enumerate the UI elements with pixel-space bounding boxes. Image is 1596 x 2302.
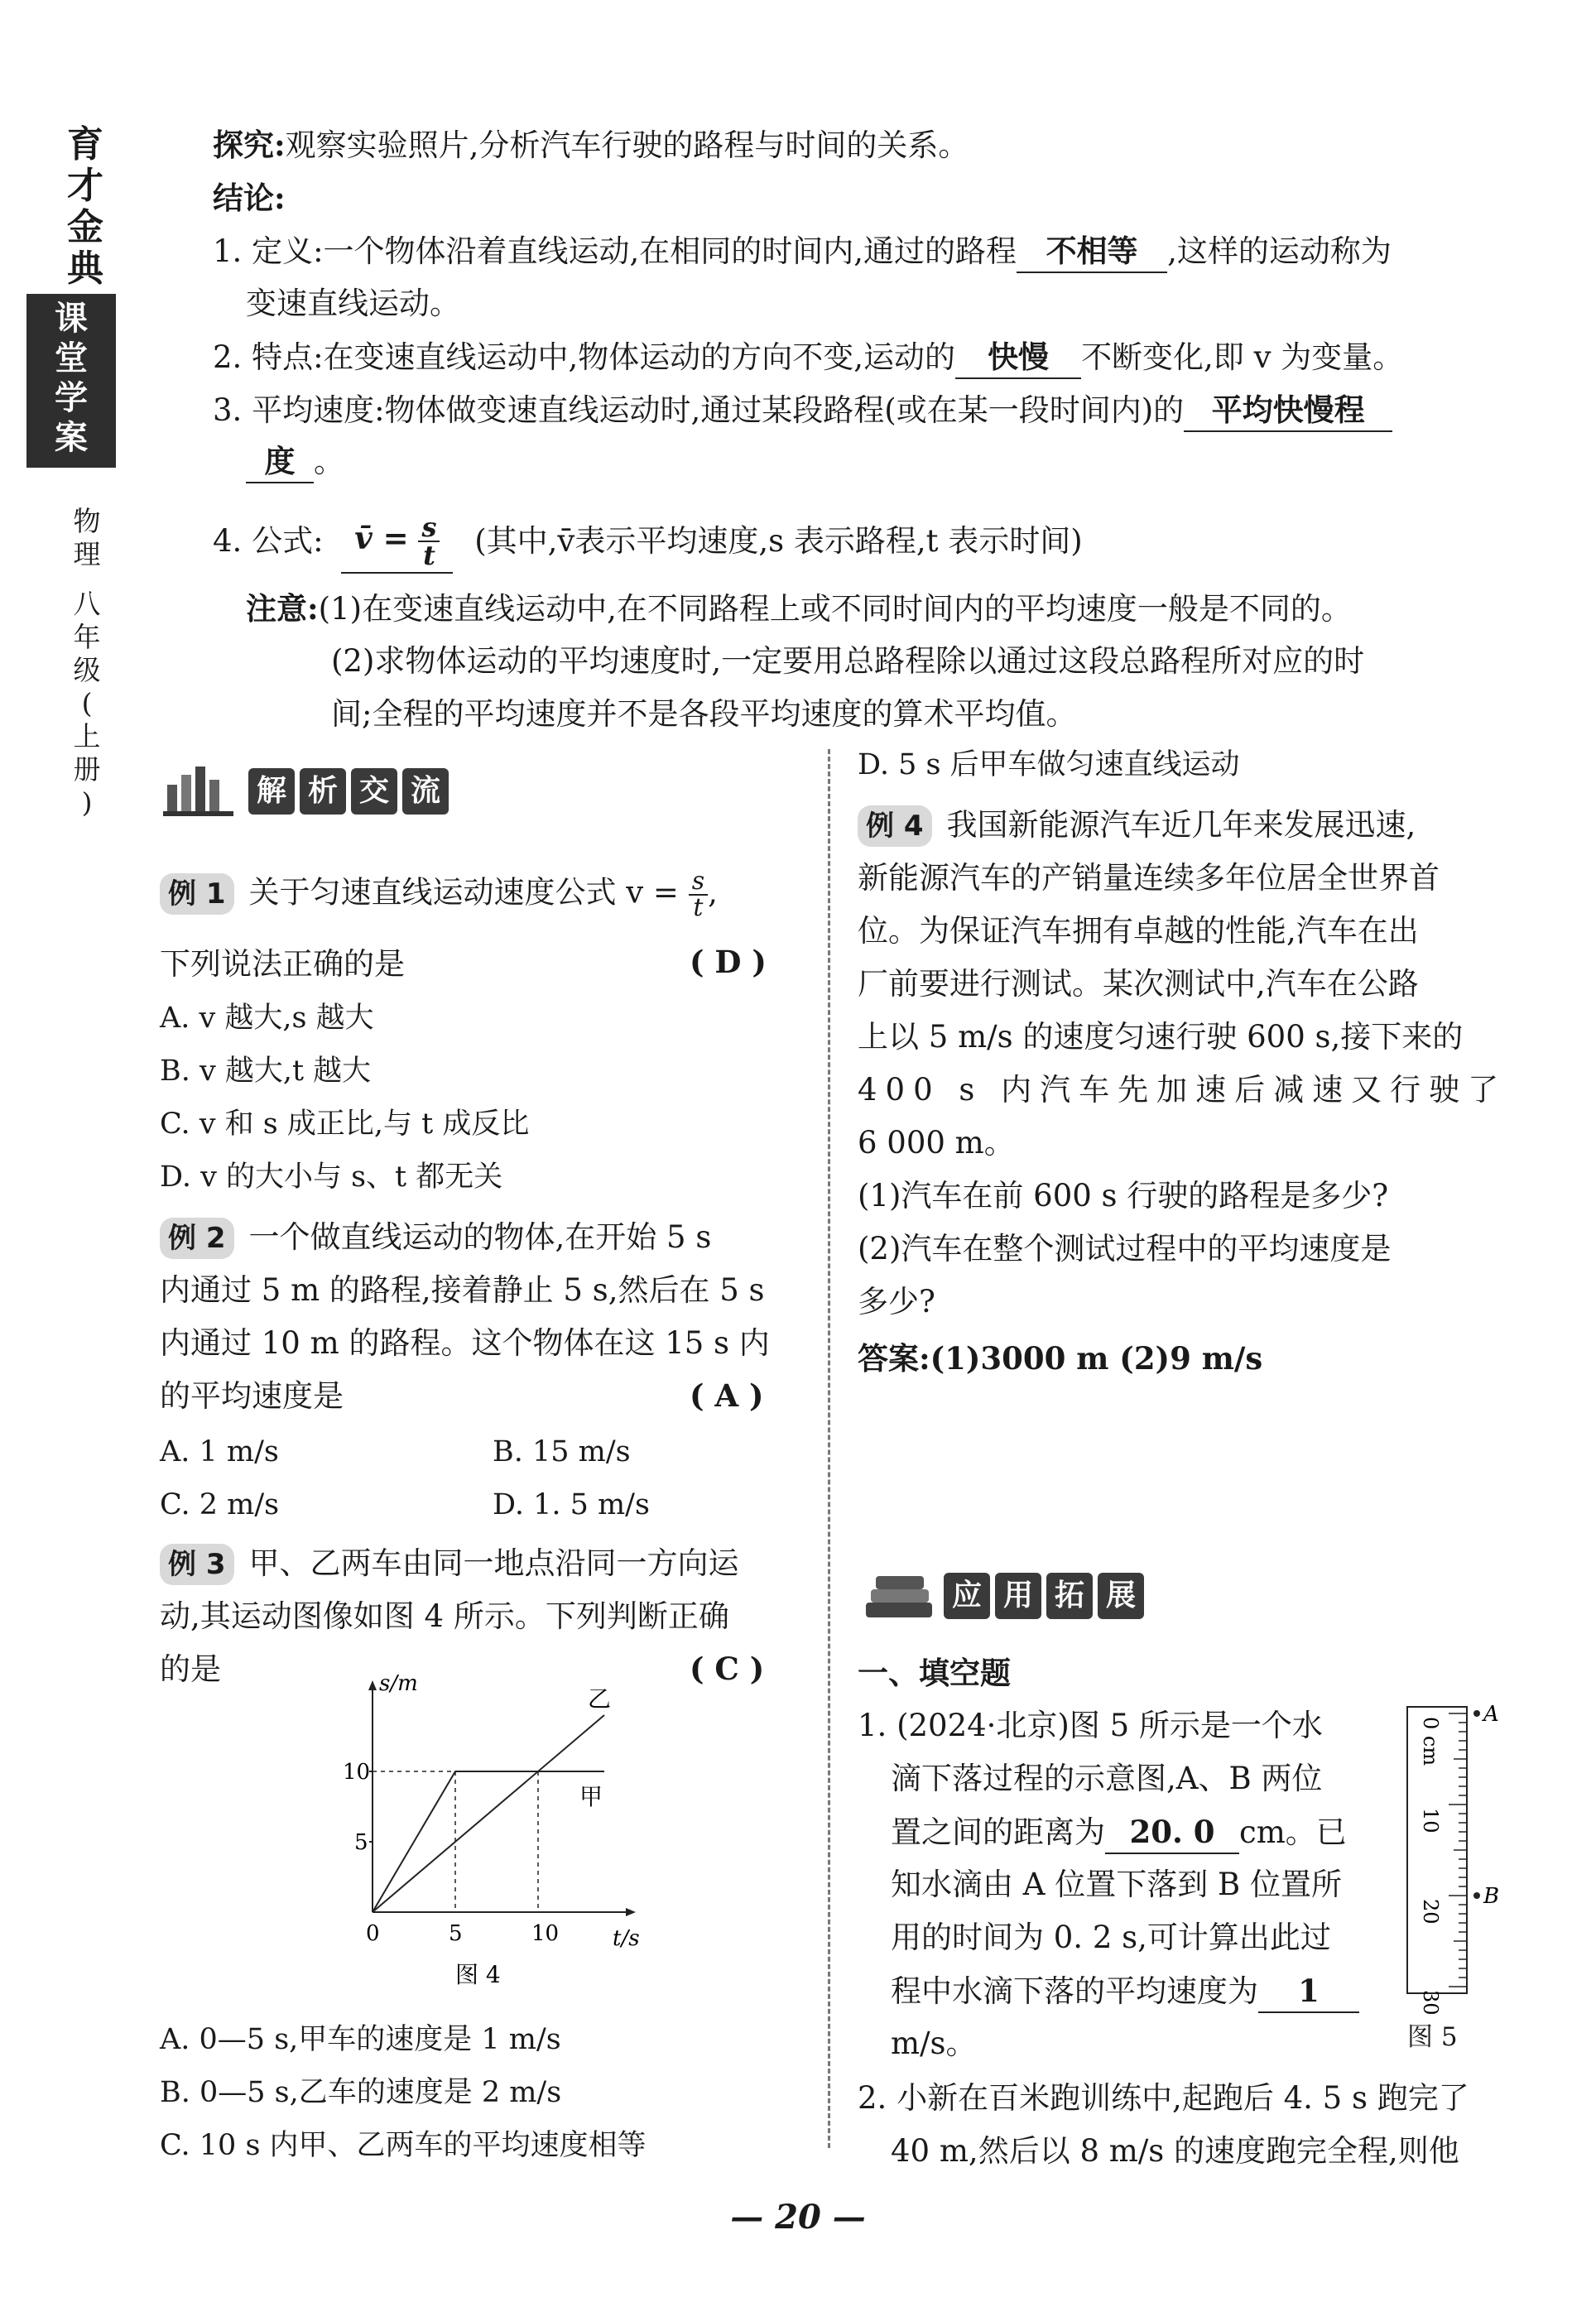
fill-blank: 1 (1258, 1970, 1359, 2013)
y-tick-label: 5 (354, 1830, 368, 1855)
example4-stem: 位。为保证汽车拥有卓越的性能,汽车在出 (858, 913, 1419, 949)
books-icon (861, 1566, 937, 1624)
section1-char: 析 (300, 768, 346, 815)
fill-blank: 不相等 (1017, 230, 1167, 273)
ruler-label: 0 cm (1419, 1717, 1442, 1766)
x-tick-label: 0 (366, 1921, 380, 1946)
section2-char: 用 (995, 1573, 1041, 1619)
example1-stem: 例 1 关于匀速直线运动速度公式 v = $\frac{s}{t}$ , (160, 869, 718, 920)
series-line-yi (373, 1715, 604, 1912)
fill-blank: 快慢 (955, 336, 1081, 379)
formula: v̄ = $\frac{s}{t}$ (341, 513, 453, 574)
example4-question: (1)汽车在前 600 s 行驶的路程是多少? (858, 1178, 1389, 1213)
example2-stem: 例 2 一个做直线运动的物体,在开始 5 s (160, 1217, 711, 1259)
example1-option: B. v 越大,t 越大 (160, 1055, 372, 1088)
fill-blank: 平均快慢程 (1184, 389, 1392, 432)
q2-line: 2. 小新在百米跑训练中,起跑后 4. 5 s 跑完了 (858, 2080, 1469, 2116)
section1-char: 解 (248, 768, 295, 815)
series-label: 乙 (588, 1685, 612, 1713)
point-a-label: A (1483, 1702, 1499, 1727)
motion-chart (315, 1671, 646, 1988)
example4-question: (2)汽车在整个测试过程中的平均速度是 (858, 1231, 1392, 1266)
q1-line: 用的时间为 0. 2 s,可计算出此过 (891, 1920, 1331, 1955)
explore-line (213, 124, 969, 166)
conclusion-item2: 2. 特点:在变速直线运动中,物体运动的方向不变,运动的 快慢 不断变化,即 v 为变量。 (213, 336, 1403, 379)
section-analysis-header (248, 768, 449, 815)
example4-stem: 上以 5 m/s 的速度匀速行驶 600 s,接下来的 (858, 1019, 1464, 1055)
ruler-label: 30 (1419, 1990, 1442, 2016)
conclusion-item1-cont: 变速直线运动。 (246, 286, 460, 321)
subject-label: 物 理 (73, 505, 101, 570)
example-badge: 例 3 (160, 1544, 234, 1585)
series-label: 甲 (579, 1783, 603, 1810)
section-extension-header (944, 1573, 1144, 1619)
example-badge: 例 4 (858, 805, 932, 847)
x-axis-label: t/s (613, 1926, 640, 1951)
example1-answer: ( D ) (690, 944, 767, 980)
x-tick-label: 10 (531, 1921, 560, 1946)
figure5-caption: 图 5 (1407, 2022, 1458, 2052)
drop-point-b (1473, 1892, 1480, 1899)
ruler-label: 10 (1419, 1808, 1442, 1833)
q1-line: 滴下落过程的示意图,A、B 两位 (891, 1761, 1323, 1796)
note-line3: 间;全程的平均速度并不是各段平均速度的算术平均值。 (331, 696, 1077, 732)
x-tick-label: 5 (449, 1921, 463, 1946)
section2-char: 应 (944, 1573, 990, 1619)
x-axis-arrow (626, 1908, 636, 1916)
example4-stem: 例 4 我国新能源汽车近几年来发展迅速, (858, 805, 1416, 847)
y-axis-label: s/m (379, 1671, 418, 1696)
section2-char: 拓 (1046, 1573, 1093, 1619)
example3-stem: 例 3 甲、乙两车由同一地点沿同一方向运 (160, 1543, 739, 1585)
explore-label: 探究: (213, 127, 286, 163)
section1-char: 流 (402, 768, 449, 815)
section1-char: 交 (351, 768, 397, 815)
example2-stem: 内通过 5 m 的路程,接着静止 5 s,然后在 5 s (160, 1272, 765, 1308)
example4-question: 多少? (858, 1284, 935, 1319)
q1-line: 程中水滴下落的平均速度为 1 (891, 1970, 1359, 2013)
example2-option: A. 1 m/s (160, 1435, 279, 1468)
y-tick-label: 10 (343, 1760, 371, 1785)
section2-char: 展 (1098, 1573, 1144, 1619)
example2-stem: 的平均速度是 (160, 1378, 344, 1414)
example3-answer: ( C ) (690, 1651, 765, 1687)
example2-option: D. 1. 5 m/s (493, 1488, 650, 1521)
example4-stem: 6 000 m。 (858, 1125, 1015, 1161)
example1-option: A. v 越大,s 越大 (160, 1002, 374, 1035)
note-line1: 注意:(1)在变速直线运动中,在不同路程上或不同时间内的平均速度一般是不同的。 (246, 590, 1352, 627)
explore-text: 观察实验照片,分析汽车行驶的路程与时间的关系。 (285, 127, 969, 163)
conclusion-item4: 4. 公式: v̄ = $\frac{s}{t}$ (其中,v̄表示平均速度,s 表示路程,t 表示时间) (213, 513, 1083, 574)
conclusion-label: 结论: (213, 180, 286, 216)
example3-option: A. 0—5 s,甲车的速度是 1 m/s (160, 2023, 561, 2056)
example3-stem: 动,其运动图像如图 4 所示。下列判断正确 (160, 1598, 729, 1634)
conclusion-item3-cont: 度 。 (246, 440, 344, 483)
q1-line: m/s。 (891, 2026, 977, 2061)
section-tab: 课 堂 学 案 (26, 294, 116, 468)
y-axis-arrow (368, 1680, 377, 1690)
ruler-label: 20 (1419, 1899, 1442, 1925)
q2-line: 40 m,然后以 8 m/s 的速度跑完全程,则他 (891, 2133, 1459, 2169)
column-divider (828, 749, 830, 2148)
note-line2: (2)求物体运动的平均速度时,一定要用总路程除以通过这段总路程所对应的时 (331, 643, 1365, 679)
q1-line: 置之间的距离为 20. 0 cm。已 (891, 1811, 1347, 1854)
conclusion-item3: 3. 平均速度:物体做变速直线运动时,通过某段路程(或在某一段时间内)的 平均快慢程 (213, 389, 1392, 432)
ruler-figure (1399, 1697, 1507, 2016)
fill-blank: 20. 0 (1105, 1811, 1239, 1854)
example1-option: D. v 的大小与 s、t 都无关 (160, 1161, 503, 1194)
chart-icon (163, 760, 238, 818)
example3-option: D. 5 s 后甲车做匀速直线运动 (858, 748, 1240, 781)
chart-caption: 图 4 (455, 1961, 501, 1988)
example3-option: C. 10 s 内甲、乙两车的平均速度相等 (160, 2129, 647, 2162)
grade-label: 八 年 级 ( 上 册 ) (73, 588, 101, 819)
point-b-label: B (1483, 1884, 1500, 1909)
example4-stem: 厂前要进行测试。某次测试中,汽车在公路 (858, 966, 1419, 1002)
example1-stem-cont: 下列说法正确的是 (160, 946, 405, 982)
example2-stem: 内通过 10 m 的路程。这个物体在这 15 s 内 (160, 1325, 770, 1361)
example4-stem: 400 s 内汽车先加速后减速又行驶了 (858, 1072, 1507, 1108)
example4-answer: 答案:(1)3000 m (2)9 m/s (858, 1340, 1263, 1377)
q1-line: 知水滴由 A 位置下落到 B 位置所 (891, 1867, 1342, 1902)
conclusion-item1: 1. 定义:一个物体沿着直线运动,在相同的时间内,通过的路程 不相等 ,这样的运动称为 (213, 230, 1392, 273)
example4-stem: 新能源汽车的产销量连续多年位居全世界首 (858, 860, 1440, 896)
page-number: — 20 — (730, 2198, 866, 2237)
example3-option: B. 0—5 s,乙车的速度是 2 m/s (160, 2076, 562, 2109)
series-line-jia (373, 1771, 604, 1912)
q1-line: 1. (2024·北京)图 5 所示是一个水 (858, 1708, 1323, 1743)
drop-point-a (1473, 1710, 1480, 1717)
example2-answer: ( A ) (690, 1377, 764, 1414)
example-badge: 例 2 (160, 1218, 234, 1259)
example1-option: C. v 和 s 成正比,与 t 成反比 (160, 1108, 530, 1141)
example-badge: 例 1 (160, 873, 234, 915)
example2-option: B. 15 m/s (493, 1435, 631, 1468)
fill-section-title: 一、填空题 (858, 1655, 1011, 1691)
example2-option: C. 2 m/s (160, 1488, 280, 1521)
series-title: 育 才 金 典 (67, 123, 103, 290)
example3-stem: 的是 (160, 1651, 221, 1687)
